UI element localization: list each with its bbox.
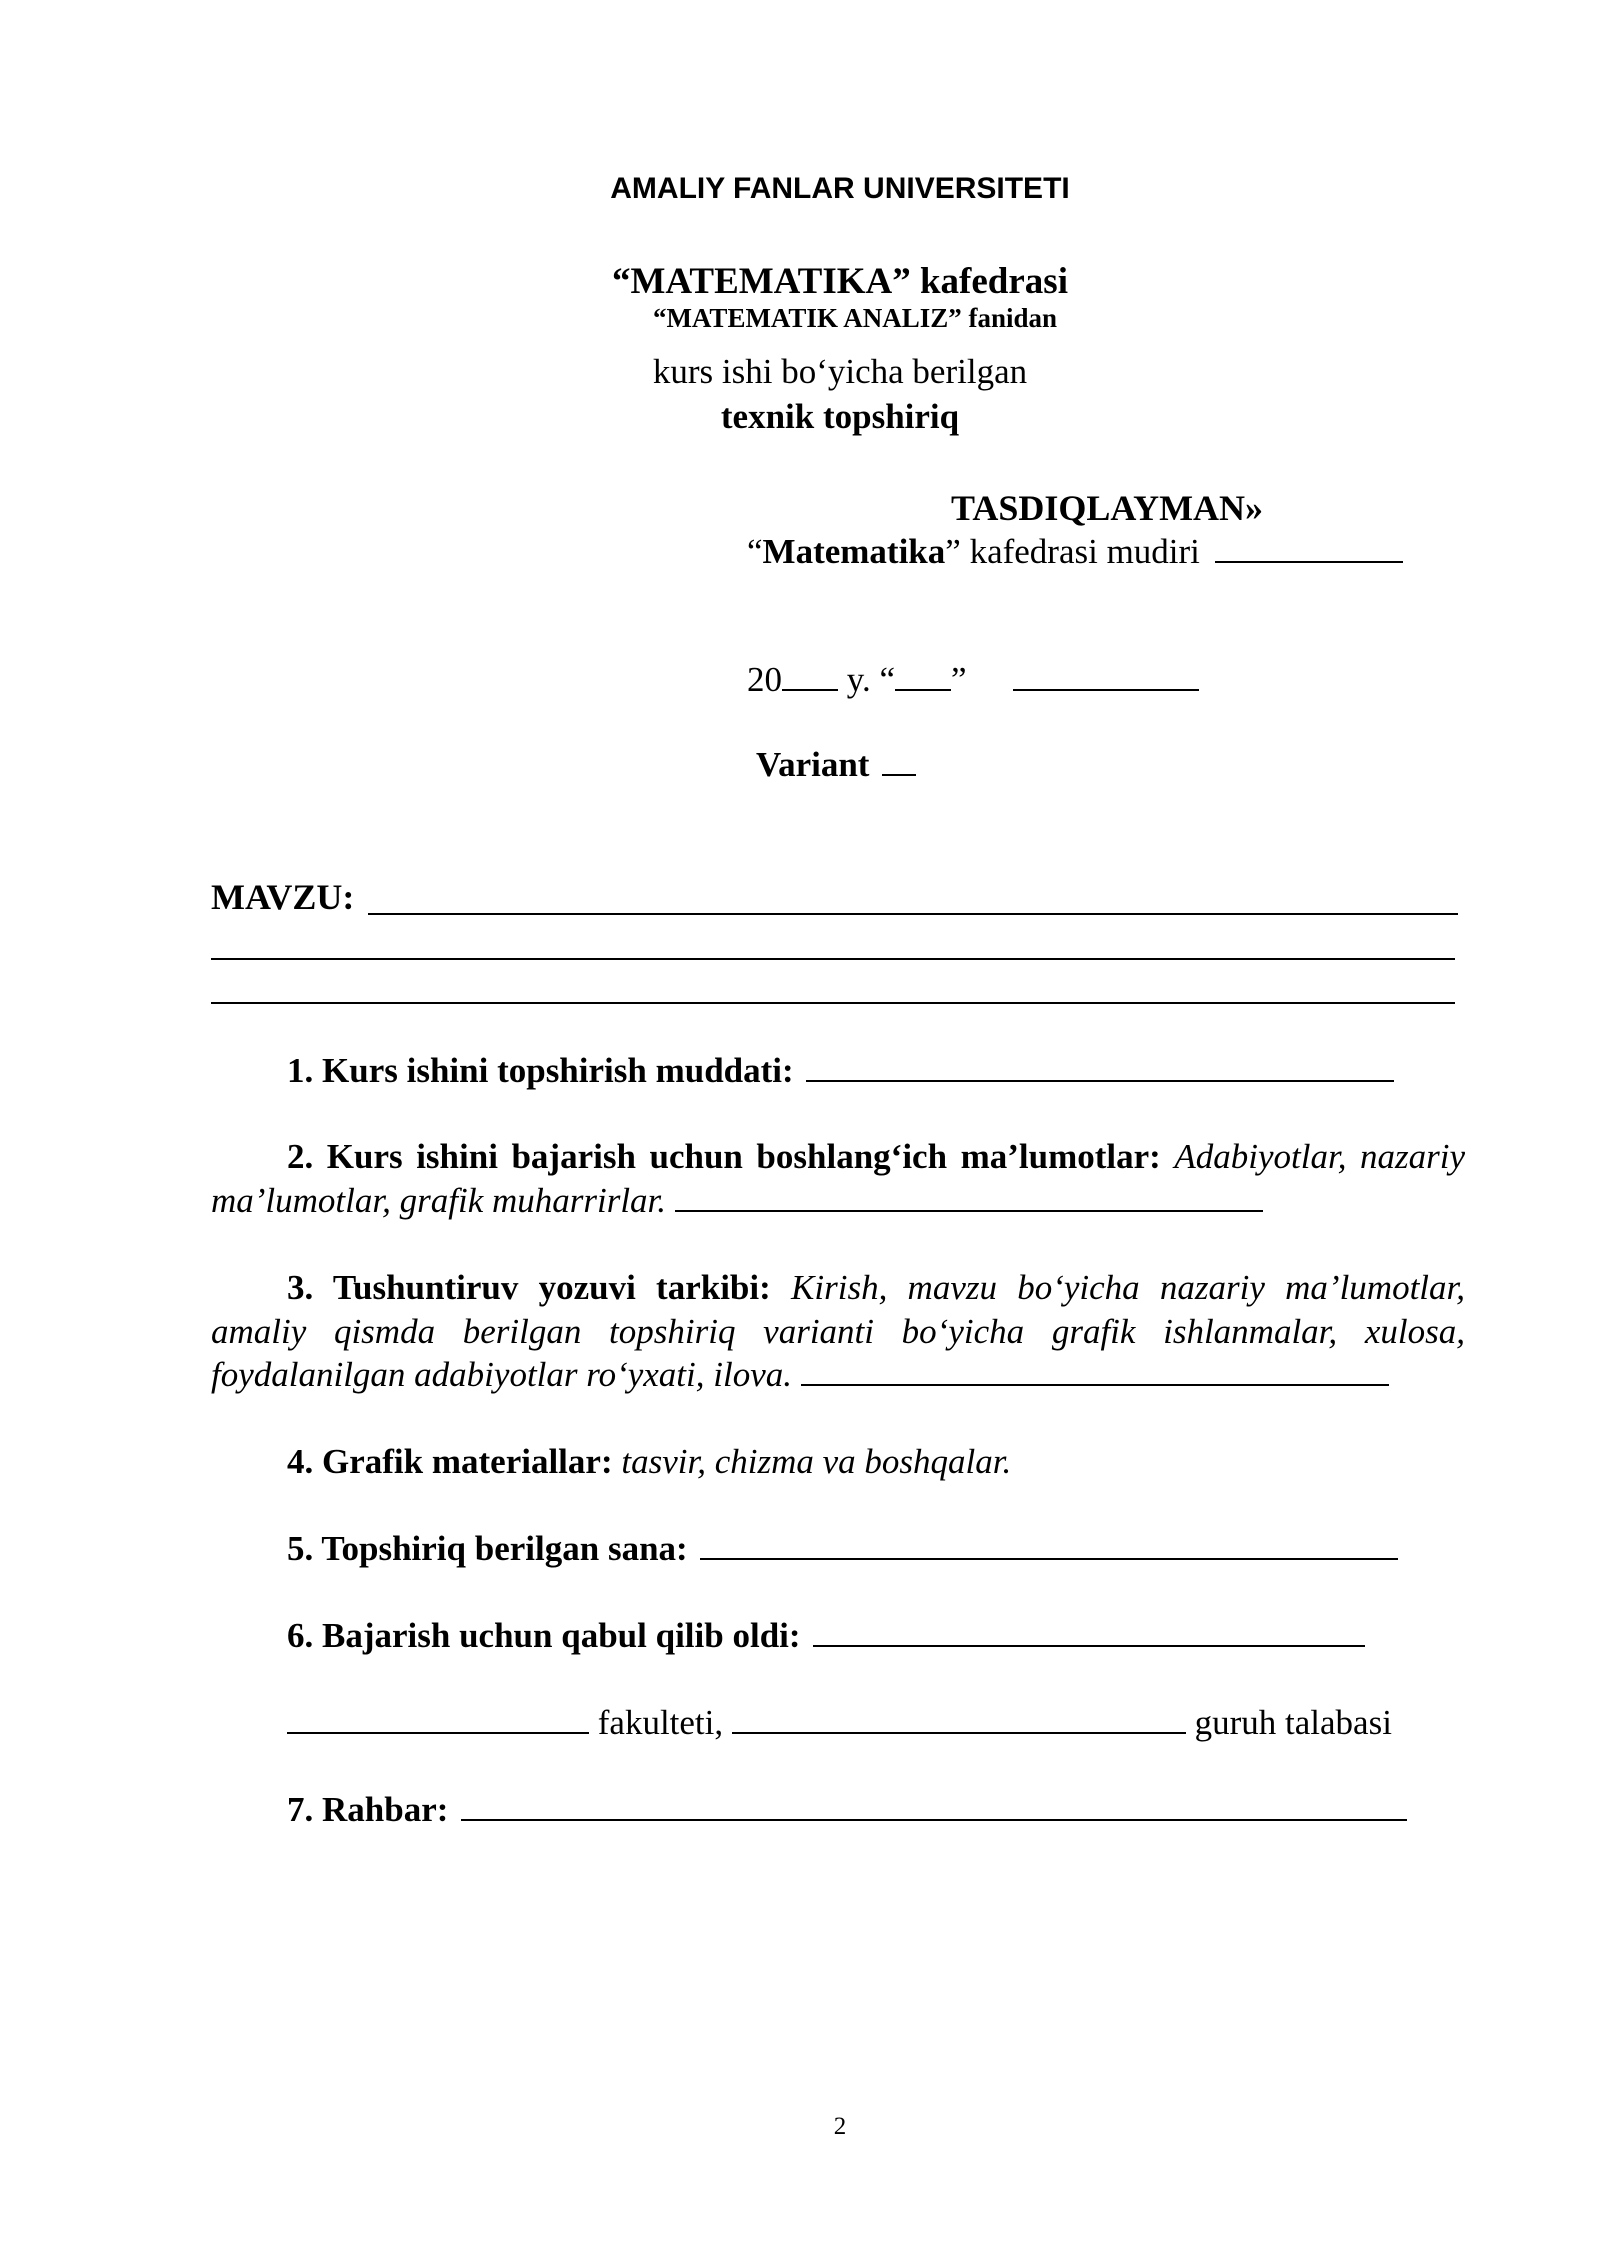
topic-field-line3[interactable] bbox=[211, 1002, 1455, 1004]
document-type-line1: kurs ishi bo‘yicha berilgan bbox=[652, 352, 1028, 391]
topic-field-line2[interactable] bbox=[211, 958, 1455, 960]
initial-data-text: Adabiyotlar, nazariy ma’lumotlar, grafik muharrirlar. bbox=[211, 1137, 1466, 1220]
issue-date-label: 5. Topshiriq berilgan sana: bbox=[287, 1529, 688, 1568]
structure-text: Kirish, mavzu bo‘yicha nazariy ma’lumotlar, amaliy qismda berilgan topshiriq varianti bo‘yicha grafik ishlanmalar, xulosa, foydalanilgan adabiyotlar ro‘yxati, ilova. bbox=[211, 1268, 1466, 1394]
supervisor-field[interactable] bbox=[461, 1789, 1407, 1821]
graphics-text: tasvir, chizma va boshqalar. bbox=[621, 1442, 1012, 1481]
approval-date-line bbox=[747, 659, 1199, 700]
faculty-label: fakulteti, bbox=[597, 1703, 724, 1742]
issue-date-field[interactable] bbox=[700, 1528, 1398, 1560]
variant-line bbox=[756, 744, 916, 785]
month-field[interactable] bbox=[1013, 659, 1199, 691]
variant-label: Variant bbox=[756, 745, 870, 784]
subject-title: “MATEMATIK ANALIZ” fanidan bbox=[652, 303, 1058, 333]
accepted-row bbox=[287, 1614, 1365, 1657]
accepted-field[interactable] bbox=[813, 1615, 1365, 1647]
group-label: guruh talabasi bbox=[1194, 1703, 1392, 1742]
document-type-line2: texnik topshiriq bbox=[720, 397, 960, 436]
issue-date-row bbox=[287, 1527, 1398, 1570]
variant-field[interactable] bbox=[882, 744, 916, 776]
faculty-field[interactable] bbox=[287, 1702, 589, 1734]
approval-dept-rest: ” kafedrasi mudiri bbox=[945, 532, 1200, 571]
approval-title: TASDIQLAYMAN» bbox=[951, 488, 1264, 528]
deadline-row bbox=[287, 1049, 1394, 1092]
head-signature-field[interactable] bbox=[1215, 531, 1403, 563]
day-field[interactable] bbox=[895, 659, 951, 691]
supervisor-row bbox=[287, 1788, 1407, 1831]
deadline-field[interactable] bbox=[806, 1050, 1394, 1082]
approval-dept-line bbox=[747, 531, 1403, 572]
deadline-label: 1. Kurs ishini topshirish muddati: bbox=[287, 1051, 794, 1090]
group-field[interactable] bbox=[732, 1702, 1186, 1734]
date-year-suffix: y. “ bbox=[838, 660, 896, 699]
initial-data-paragraph bbox=[211, 1135, 1465, 1222]
date-prefix: 20 bbox=[747, 660, 782, 699]
graphics-row bbox=[287, 1440, 1011, 1483]
initial-data-label: 2. Kurs ishini bajarish uchun boshlang‘ich ma’lumotlar: bbox=[287, 1137, 1161, 1176]
approval-dept-name: Matematika bbox=[762, 532, 946, 571]
initial-data-field[interactable] bbox=[675, 1180, 1263, 1212]
structure-label: 3. Tushuntiruv yozuvi tarkibi: bbox=[287, 1268, 771, 1307]
topic-label: MAVZU: bbox=[211, 877, 355, 917]
structure-paragraph bbox=[211, 1266, 1465, 1397]
structure-field[interactable] bbox=[801, 1354, 1389, 1386]
date-quote-close: ” bbox=[951, 660, 967, 699]
topic-field-line1[interactable] bbox=[368, 913, 1458, 915]
page-number: 2 bbox=[833, 2113, 847, 2140]
supervisor-label: 7. Rahbar: bbox=[287, 1790, 449, 1829]
university-name: AMALIY FANLAR UNIVERSITETI bbox=[610, 172, 1070, 205]
student-row bbox=[287, 1701, 1392, 1744]
graphics-label: 4. Grafik materiallar: bbox=[287, 1442, 613, 1481]
year-field[interactable] bbox=[782, 659, 838, 691]
accepted-label: 6. Bajarish uchun qabul qilib oldi: bbox=[287, 1616, 801, 1655]
department-title: “MATEMATIKA” kafedrasi bbox=[612, 261, 1068, 302]
approval-quote-open: “ bbox=[747, 532, 763, 571]
